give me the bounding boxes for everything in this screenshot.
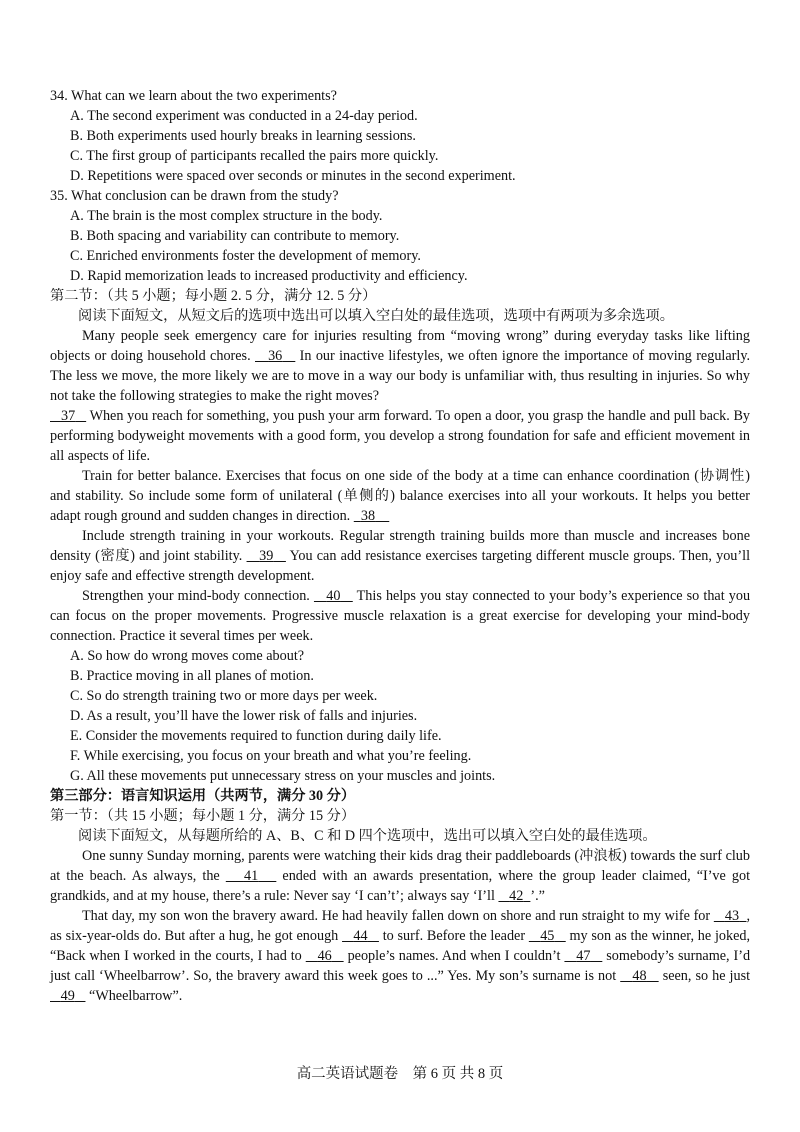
blank-41: 41 (243, 868, 259, 884)
question-34-option-d: D. Repetitions were spaced over seconds or minutes in the second experiment. (70, 168, 516, 184)
passage-text: Strengthen your mind-body connection. (82, 588, 310, 604)
section-2-option-d: D. As a result, you’ll have the lower risk of falls and injuries. (70, 708, 418, 724)
passage-text: ended with an awards presentation, where the group leader claimed, “I’ve got grandkids, and at my house, there’s a rule: Never say ‘I can’t’; always say ‘I’ll (50, 868, 751, 904)
blank-42: 42 (509, 888, 524, 904)
section-2-option-f: F. While exercising, you focus on your breath and what you’re feeling. (70, 748, 472, 764)
blank-40: 40 (326, 588, 341, 604)
passage-text: This helps you stay connected to your body’s experience so that you can focus on the proper movements. Progressive muscle relaxation is a great exercise for developing your mind-body connection. Practice it several times per week. (50, 588, 751, 644)
part-3-section-1-heading: 第一节：（共 15 小题；每小题 1 分，满分 15 分） (50, 808, 356, 824)
blank-49: 49 (60, 988, 75, 1004)
exam-page (50, 86, 750, 1006)
passage-text: “Wheelbarrow”. (89, 988, 183, 1004)
section-2-option-g: G. All these movements put unnecessary stress on your muscles and joints. (70, 768, 496, 784)
passage-text: people’s names. And when I couldn’t (347, 948, 561, 964)
passage-text: ’.” (530, 888, 545, 904)
question-34-option-b: B. Both experiments used hourly breaks in learning sessions. (70, 128, 416, 144)
cloze-paragraph-1 (50, 846, 750, 906)
section-2-instruction: 阅读下面短文，从短文后的选项中选出可以填入空白处的最佳选项，选项中有两项为多余选项。 (78, 308, 674, 324)
section-2-option-b: B. Practice moving in all planes of motion. (70, 668, 314, 684)
part-3-instruction: 阅读下面短文，从每题所给的 A、B、C 和 D 四个选项中，选出可以填入空白处的最佳选项。 (78, 828, 657, 844)
passage-text: , as six-year-olds do. But after a hug, he got enough (50, 908, 751, 944)
question-34-stem: 34. What can we learn about the two experiments? (50, 88, 337, 104)
passage-text: to surf. Before the leader (382, 928, 526, 944)
question-35-option-c: C. Enriched environments foster the development of memory. (70, 248, 421, 264)
question-35-stem: 35. What conclusion can be drawn from the study? (50, 188, 339, 204)
blank-39: 39 (259, 548, 274, 564)
passage-text: my son as the winner, he joked, “Back when I worked in the courts, I had to (50, 928, 751, 964)
passage-text: One sunny Sunday morning, parents were watching their kids drag their paddleboards (冲浪板) towards the surf club at the beach. As always, the (50, 848, 750, 884)
blank-36: 36 (268, 348, 283, 364)
question-35-option-b: B. Both spacing and variability can contribute to memory. (70, 228, 400, 244)
passage-text: That day, my son won the bravery award. He had heavily fallen down on shore and run straight to my wife for (82, 908, 711, 924)
blank-38: 38 (360, 508, 376, 524)
blank-47: 47 (576, 948, 591, 964)
section-2-option-e: E. Consider the movements required to function during daily life. (70, 728, 442, 744)
blank-45: 45 (540, 928, 555, 944)
page-footer: 高二英语试题卷 第 6 页 共 8 页 (296, 1066, 504, 1082)
passage-text: Include strength training in your workouts. Regular strength training builds more than muscle and increases bone density (密度) and joint stability. (50, 528, 750, 564)
blank-37: 37 (60, 408, 76, 424)
passage-text: Train for better balance. Exercises that focus on one side of the body at a time can enhance coordination (协调性) and stability. So include some form of unilateral (单侧的) balance exercises into all your workouts. It helps you better adapt rough ground and sudden changes in direction. (50, 468, 750, 524)
part-3-heading: 第三部分：语言知识运用（共两节，满分 30 分） (50, 788, 356, 804)
section-2-heading: 第二节：（共 5 小题；每小题 2. 5 分，满分 12. 5 分） (50, 288, 377, 304)
question-35-option-a: A. The brain is the most complex structure in the body. (70, 208, 383, 224)
passage-paragraph-2 (50, 406, 750, 466)
question-34-option-c: C. The first group of participants recalled the pairs more quickly. (70, 148, 439, 164)
passage-text: When you reach for something, you push your arm forward. To open a door, you grasp the handle and pull back. By performing bodyweight movements with a good form, you develop a strong foundation for safe and efficient movement in all aspects of life. (50, 408, 751, 464)
passage-text: You can add resistance exercises targeting different muscle groups. Then, you’ll enjoy safe and effective strength development. (50, 548, 751, 584)
cloze-paragraph-2 (50, 906, 750, 1006)
question-35-option-d: D. Rapid memorization leads to increased productivity and efficiency. (70, 268, 468, 284)
passage-text: somebody’s surname, I’d just call ‘Wheelbarrow’. So, the bravery award this week goes to ...” Yes. My son’s surname is not (50, 948, 751, 984)
passage-text: seen, so he just (662, 968, 751, 984)
blank-46: 46 (317, 948, 332, 964)
blank-43: 43 (724, 908, 740, 924)
question-34-option-a: A. The second experiment was conducted in a 24-day period. (70, 108, 418, 124)
blank-44: 44 (353, 928, 368, 944)
passage-text: Many people seek emergency care for injuries resulting from “moving wrong” during everyday tasks like lifting objects or doing household chores. (50, 328, 750, 364)
section-2-option-a: A. So how do wrong moves come about? (70, 648, 305, 664)
section-2-option-c: C. So do strength training two or more days per week. (70, 688, 378, 704)
passage-paragraph-4 (50, 526, 750, 586)
passage-paragraph-5 (50, 586, 750, 646)
passage-paragraph-1 (50, 326, 750, 406)
passage-text: In our inactive lifestyles, we often ignore the importance of moving regularly. The less we move, the more likely we are to move in a way our body is unfamiliar with, thus resulting in injuries. So why not take the following strategies to make the right moves? (50, 348, 751, 404)
passage-paragraph-3 (50, 466, 750, 526)
blank-48: 48 (632, 968, 647, 984)
